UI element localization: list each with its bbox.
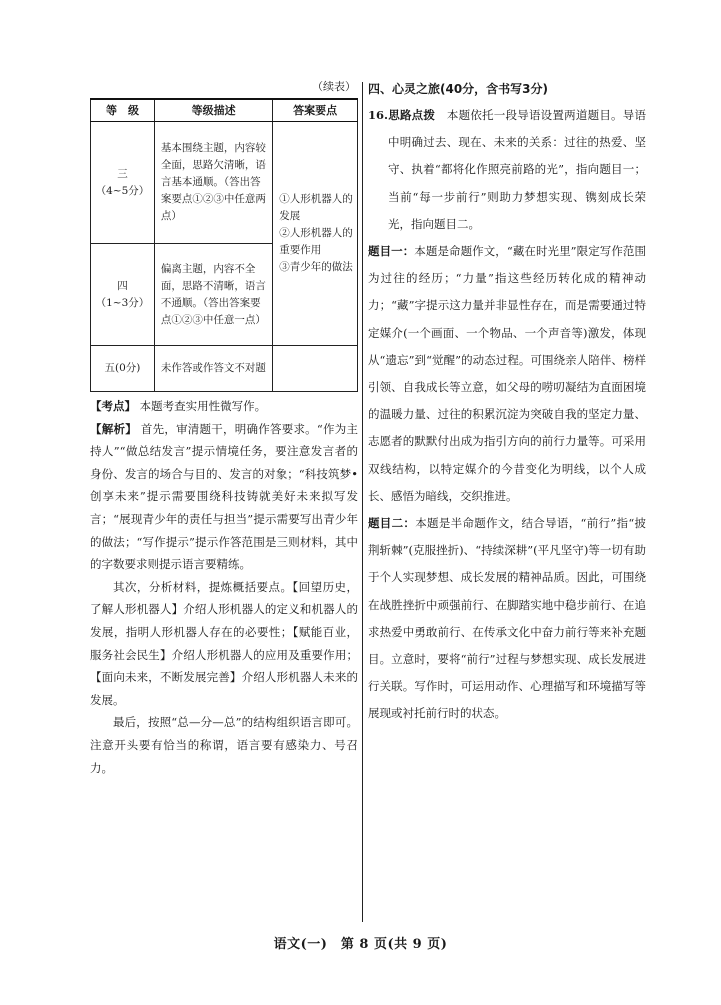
jiexi-paragraph-2: 其次，分析材料，提炼概括要点。【回望历史，了解人形机器人】介绍人形机器人的定义和机器人的发展，指明人形机器人存在的必要性；【赋能百业，服务社会民生】介绍人形机器人的应用及重要作用；【面向未来，不断发展完善】介绍人形机器人未来的发展。	[90, 579, 358, 707]
topic-1-text: 本题是命题作文，“藏在时光里”限定写作范围为过往的经历；“力量”指这些经历转化成的精神动力；“藏”字提示这力量并非显性存在，而是需要通过特定媒介(一个画面、一个物品、一个声音等)激发，体现从“遗忘”到“觉醒”的动态过程。可围绕亲人陪伴、榜样引领、自我成长等立意，如父母的唠叨凝结为直面困境的温暖力量、过往的积累沉淀为突破自我的坚定力量、志愿者的默默付出成为指引方向的前行力量等。可采用双线结构，以特定媒介的今昔变化为明线，以个人成长、感悟为暗线，交织推进。	[368, 244, 646, 503]
level-cell	[91, 122, 155, 244]
topic-1-paragraph	[368, 238, 646, 510]
description-cell: 偏离主题，内容不全面，思路不清晰，语言不通顺。（答出答案要点①②③中任意一点）	[154, 244, 272, 346]
question-16-text: 本题依托一段导语设置两道题目。导语中明确过去、现在、未来的关系：过往的热爱、坚守、执着“都将化作照亮前路的光”，指向题目一；当前“每一步前行”则助力梦想实现、镌刻成长荣光，指向题目二。	[388, 108, 646, 231]
section-title: 四、心灵之旅(40分，含书写3分)	[368, 82, 549, 96]
jiexi-paragraph-3: 最后，按照“总—分—总”的结构组织语言即可。注意开头要有恰当的称谓，语言要有感染力、号召力。	[90, 715, 358, 775]
continued-label: （续表）	[312, 80, 356, 93]
level-name: 五(0分)	[104, 362, 141, 374]
header-answer: 答案要点	[273, 99, 358, 122]
topic-1-label: 题目一：	[368, 244, 415, 259]
topic-2-paragraph	[368, 510, 646, 728]
column-divider	[362, 82, 363, 922]
table-row	[91, 122, 358, 244]
jiexi-paragraph	[90, 418, 358, 576]
kaodian-label: 【考点】	[90, 399, 136, 413]
description-cell: 未作答或作答文不对题	[154, 346, 272, 392]
header-level: 等 级	[91, 99, 155, 122]
left-column	[90, 80, 358, 779]
header-description: 等级描述	[154, 99, 272, 122]
table-row	[91, 346, 358, 392]
right-column	[368, 80, 646, 728]
level-score: （1~3分）	[95, 296, 150, 309]
kaodian-paragraph	[90, 395, 358, 418]
page-footer: 语文(一) 第 8 页(共 9 页)	[273, 937, 448, 952]
jiexi-text-1: 首先，审清题干，明确作答要求。“作为主持人”“做总结发言”提示情境任务，要注意发言者的身份、发言的场合与目的、发言的对象；“科技筑梦•创享未来”提示需要围绕科技铸就美好未来拟写发言；“展现青少年的责任与担当”提示需要写出青少年的做法；“写作提示”提示作答范围是三则材料，其中的字数要求则提示语言要精练。	[90, 421, 359, 572]
empty-answer-cell	[273, 346, 358, 392]
description-cell: 基本围绕主题，内容较全面，思路欠清晰，语言基本通顺。（答出答案要点①②③中任意两点）	[154, 122, 272, 244]
question-16-label: 16.思路点拨	[368, 108, 436, 122]
answer-points-cell	[273, 122, 358, 346]
answer-point: ③青少年的做法	[279, 261, 353, 273]
kaodian-text: 本题考查实用性微写作。	[139, 399, 267, 413]
level-cell	[91, 346, 155, 392]
answer-point: ①人形机器人的发展	[279, 193, 353, 222]
grading-table	[90, 98, 358, 392]
question-16-paragraph	[368, 102, 646, 238]
level-cell	[91, 244, 155, 346]
table-header-row	[91, 99, 358, 122]
answer-point: ②人形机器人的重要作用	[279, 227, 353, 256]
topic-2-text: 本题是半命题作文，结合导语，“前行”指“披荆斩棘”(克服挫折)、“持续深耕”(平凡坚守)等一切有助于个人实现梦想、成长发展的精神品质。因此，可围绕在战胜挫折中顽强前行、在脚踏实地中稳步前行、在追求热爱中勇敢前行、在传承文化中奋力前行等来补充题目。立意时，要将“前行”过程与梦想实现、成长发展进行关联。写作时，可运用动作、心理描写和环境描写等展现或衬托前行时的状态。	[368, 516, 647, 721]
level-score: （4~5分）	[95, 184, 150, 197]
topic-2-label: 题目二：	[368, 516, 416, 531]
jiexi-label: 【解析】	[90, 421, 137, 436]
level-name: 四	[117, 279, 128, 292]
level-name: 三	[117, 167, 128, 180]
